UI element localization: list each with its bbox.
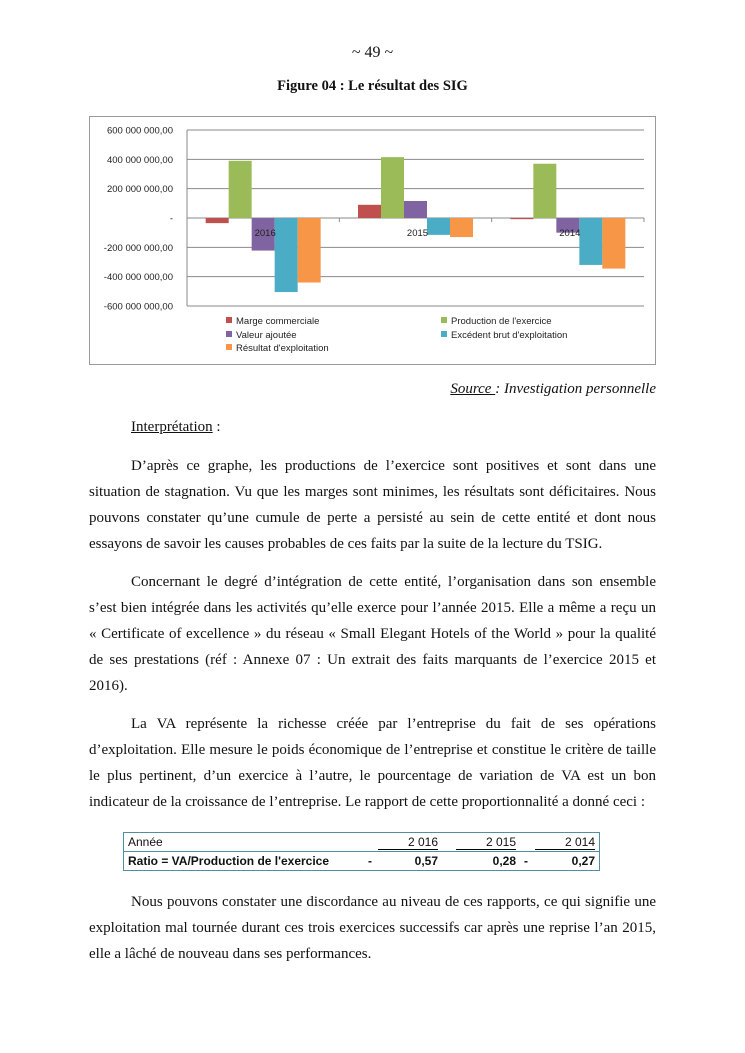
page-number: ~ 49 ~ (351, 44, 394, 61)
legend-swatch (441, 317, 447, 323)
bar-exc-dent-brut-d-exploitation-2014 (579, 218, 602, 265)
source-label: Source (450, 381, 496, 397)
figure-source (450, 381, 656, 398)
bar-exc-dent-brut-d-exploitation-2016 (275, 218, 298, 292)
bar-r-sultat-d-exploitation-2016 (298, 218, 321, 283)
y-tick-label: - (169, 213, 173, 225)
y-tick-label: -600 000 000,00 (103, 301, 173, 313)
ratio-value: 0,28 (492, 854, 516, 868)
chart-svg (90, 117, 657, 366)
bar-marge-commerciale-2016 (206, 218, 229, 223)
paragraph-3: La VA représente la richesse créée par l’entreprise du fait de ses opérations d’exploitation. Elle mesure le poids économique de l’entreprise et constitue le critère de taille le plus pertinent, d’un exercice à l’autre, le pourcentage de variation de VA est un bon indicateur de la croissance de l’entreprise. Le rapport de cette proportionnalité a donné ceci : (89, 716, 656, 810)
ratio-label: Ratio = VA/Production de l'exercice (128, 854, 330, 868)
interpretation-suffix: : (212, 419, 221, 435)
bar-marge-commerciale-2014 (510, 218, 533, 219)
y-tick-label: 200 000 000,00 (106, 184, 173, 196)
y-tick-label: -400 000 000,00 (103, 272, 173, 284)
bar-production-de-l-exercice-2016 (229, 161, 252, 218)
year-header: Année (124, 833, 365, 852)
bar-production-de-l-exercice-2015 (381, 157, 404, 218)
y-tick-label: -200 000 000,00 (103, 242, 173, 254)
legend-swatch (441, 331, 447, 337)
legend-label: Production de l'exercice (451, 316, 552, 327)
legend-label: Valeur ajoutée (236, 330, 297, 341)
y-tick-label: 600 000 000,00 (106, 125, 173, 137)
year-cell: 2 014 (535, 835, 595, 850)
x-tick-label: 2014 (559, 228, 581, 239)
paragraph-1: D’après ce graphe, les productions de l’exercice sont positives et sont dans une situation de stagnation. Vu que les marges sont minimes, les résultats sont déficitaires. Nous pouvons constater qu’une cumule de perte a persisté au sein de cette entité et dont nous essayons de savoir les causes probables de ces faits par la suite de la lecture du TSIG. (89, 458, 656, 552)
x-tick-label: 2015 (406, 228, 429, 239)
table-row-years (124, 833, 600, 852)
legend-label: Excédent brut d'exploitation (451, 330, 568, 341)
ratio-value: 0,57 (414, 854, 438, 868)
year-cell: 2 015 (456, 835, 516, 850)
y-tick-label: 400 000 000,00 (106, 154, 173, 166)
interpretation-heading (131, 419, 221, 436)
x-tick-label: 2016 (254, 228, 276, 239)
ratio-value: 0,27 (571, 854, 595, 868)
paragraph-4: Nous pouvons constater une discordance au niveau de ces rapports, ce qui signifie une exploitation mal tournée durant ces trois exercices successifs car après une reprise l’an 2015, elle a lâché de nouveau dans ses performances. (89, 894, 656, 962)
ratio-table (123, 832, 600, 871)
sign: - (524, 854, 528, 868)
source-text: : Investigation personnelle (495, 381, 656, 397)
table-row-ratio (124, 852, 600, 871)
sig-bar-chart (89, 116, 656, 365)
paragraph-2: Concernant le degré d’intégration de cette entité, l’organisation dans son ensemble s’est bien intégrée dans les activités qu’elle exerce pour l’année 2015. Elle a même a reçu un « Certificate of excellence » du réseau « Small Elegant Hotels of the World » pour la qualité de ses prestations (réf : Annexe 07 : Un extrait des faits marquants de l’exercice 2015 et 2016). (89, 574, 656, 694)
bar-exc-dent-brut-d-exploitation-2015 (427, 218, 450, 235)
legend-swatch (226, 317, 232, 323)
sign: - (368, 854, 372, 868)
bar-r-sultat-d-exploitation-2014 (602, 218, 625, 269)
legend-label: Résultat d'exploitation (236, 343, 329, 354)
year-cell: 2 016 (378, 835, 438, 850)
bar-marge-commerciale-2015 (358, 205, 381, 218)
interpretation-label: Interprétation (131, 419, 213, 435)
bar-production-de-l-exercice-2014 (533, 164, 556, 218)
bar-valeur-ajout-e-2015 (404, 201, 427, 218)
legend-swatch (226, 344, 232, 350)
legend-swatch (226, 331, 232, 337)
bar-r-sultat-d-exploitation-2015 (450, 218, 473, 237)
legend-label: Marge commerciale (236, 316, 320, 327)
figure-title: Figure 04 : Le résultat des SIG (277, 78, 468, 94)
